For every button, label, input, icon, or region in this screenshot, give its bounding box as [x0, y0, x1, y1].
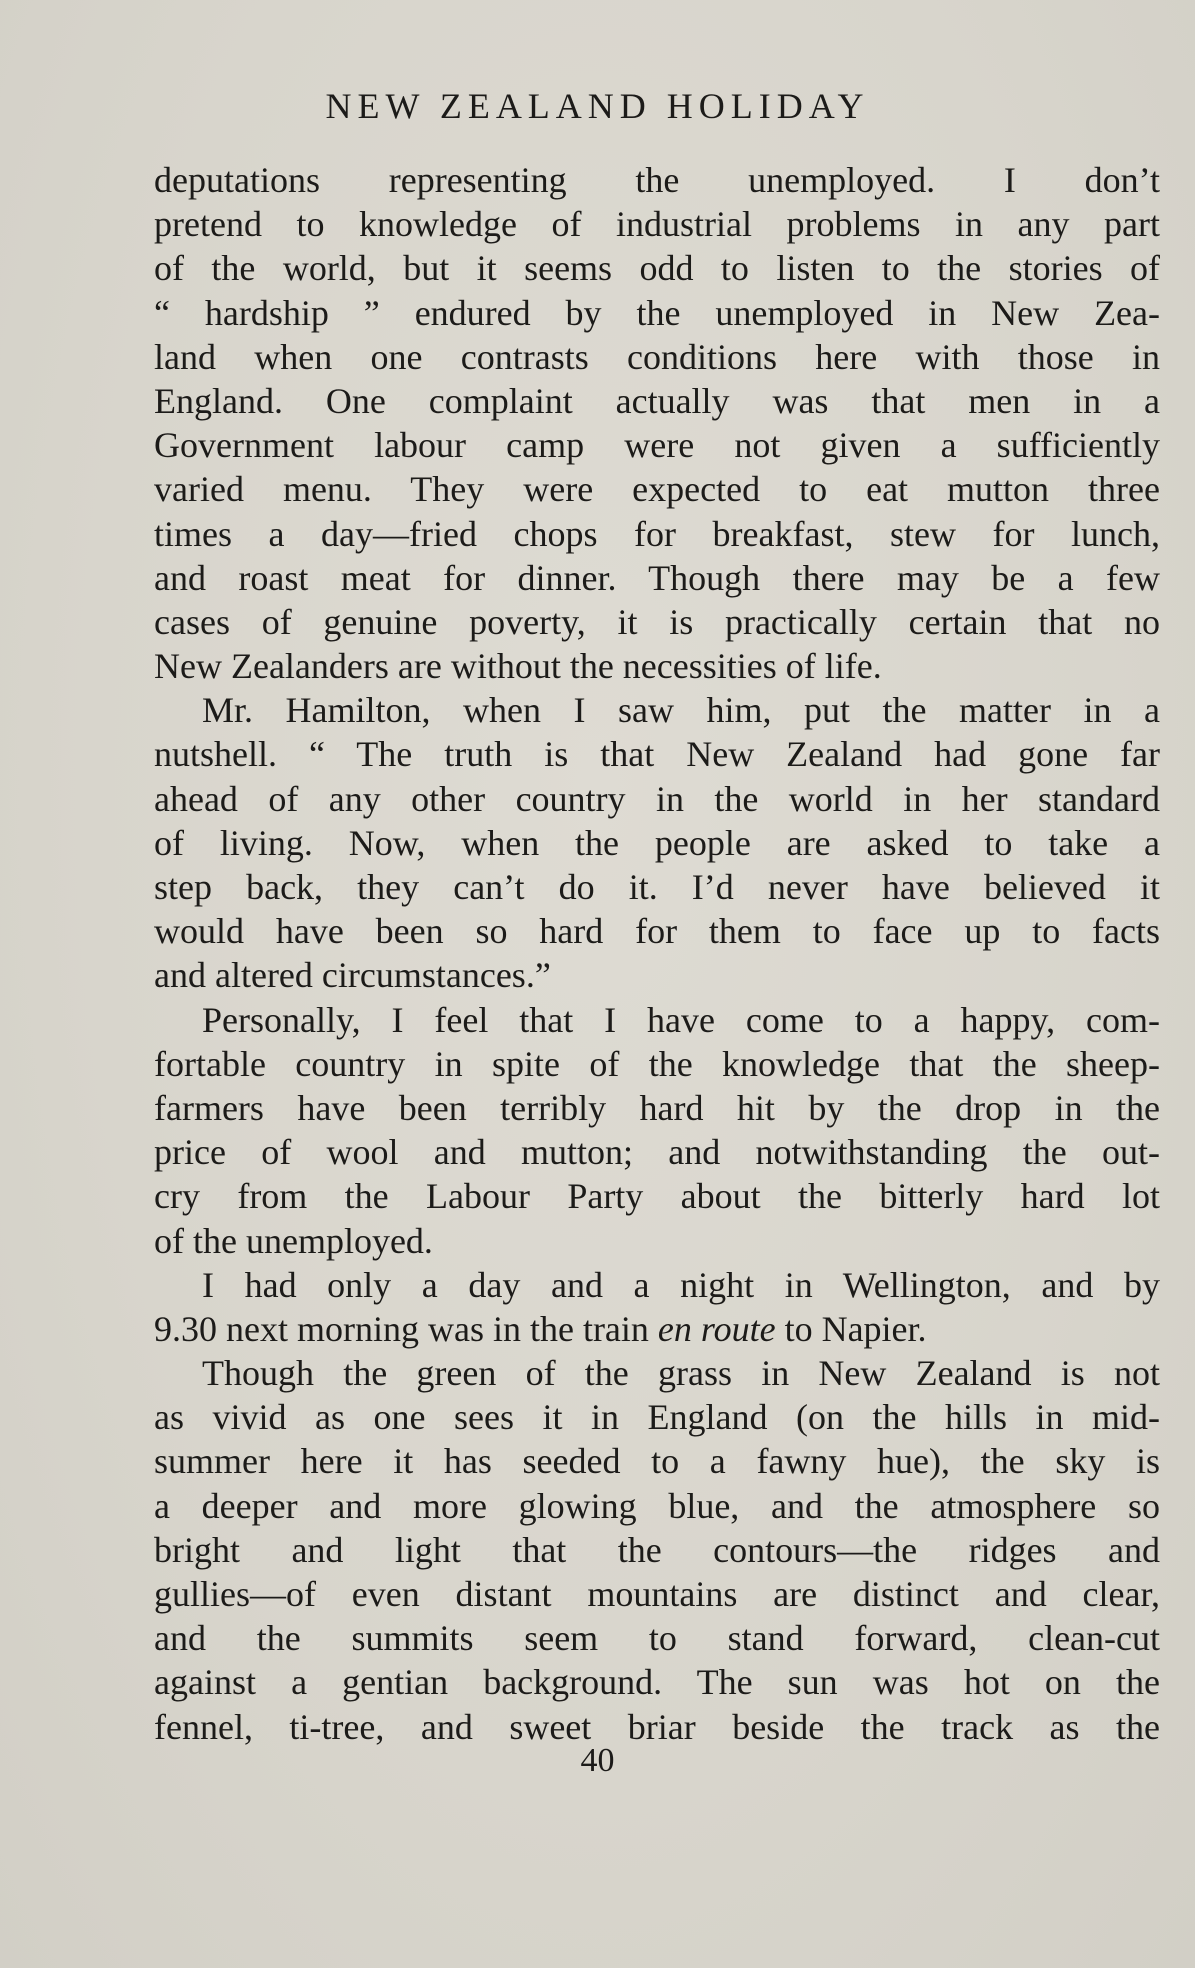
text-line: England. One complaint actually was that men in a — [154, 380, 1160, 421]
text-line: Mr. Hamilton, when I saw him, put the matter in a — [202, 690, 1160, 731]
text-line: as vivid as one sees it in England (on the hills in mid- — [154, 1397, 1160, 1438]
text-line: I had only a day and a night in Wellington, and by — [202, 1264, 1160, 1305]
text-line: against a gentian background. The sun was hot on the — [154, 1662, 1160, 1703]
paragraph — [154, 1351, 1160, 1749]
text-line: of the unemployed. — [154, 1220, 433, 1261]
text-line: price of wool and mutton; and notwithstanding the out- — [154, 1132, 1160, 1173]
text-line: cry from the Labour Party about the bitterly hard lot — [154, 1176, 1160, 1217]
text-line: gullies—of even distant mountains are distinct and clear, — [154, 1574, 1160, 1614]
text-line: and altered circumstances.” — [154, 955, 551, 996]
text-line: “ hardship ” endured by the unemployed in New Zea- — [154, 292, 1160, 333]
text-line: and the summits seem to stand forward, clean-cut — [154, 1618, 1160, 1659]
text-line: summer here it has seeded to a fawny hue), the sky is — [154, 1441, 1160, 1482]
text-line: ahead of any other country in the world in her standard — [154, 778, 1160, 819]
text-line: Government labour camp were not given a sufficiently — [154, 425, 1160, 466]
text-line: of living. Now, when the people are asked to take a — [154, 822, 1160, 863]
text-line: fortable country in spite of the knowledge that the sheep- — [154, 1043, 1160, 1084]
text-line: would have been so hard for them to face up to facts — [154, 911, 1160, 952]
text-line: New Zealanders are without the necessities of life. — [154, 646, 882, 687]
text-line: land when one contrasts conditions here with those in — [154, 336, 1160, 377]
text-line: Though the green of the grass in New Zealand is not — [202, 1353, 1160, 1394]
text-line: fennel, ti-tree, and sweet briar beside the track as the — [154, 1706, 1160, 1747]
text-line: and roast meat for dinner. Though there may be a few — [154, 557, 1160, 598]
text-line: step back, they can’t do it. I’d never have believed it — [154, 867, 1160, 907]
text-line: bright and light that the contours—the ridges and — [154, 1529, 1160, 1570]
page-number: 40 — [580, 1742, 615, 1779]
paragraph — [154, 1263, 1160, 1351]
text-line: nutshell. “ The truth is that New Zealand had gone far — [154, 734, 1160, 775]
paragraph — [154, 998, 1160, 1263]
paragraph — [154, 158, 1160, 688]
text-line: 9.30 next morning was in the train en route to Napier. — [154, 1308, 927, 1349]
running-head: NEW ZEALAND HOLIDAY — [325, 86, 870, 126]
italic-phrase: en route — [657, 1308, 776, 1349]
text-line: deputations representing the unemployed. I don’t — [154, 160, 1160, 200]
text-line: Personally, I feel that I have come to a happy, com- — [202, 999, 1160, 1040]
text-line: of the world, but it seems odd to listen to the stories of — [154, 248, 1160, 289]
body-text — [154, 158, 1160, 1749]
paragraph — [154, 688, 1160, 997]
text-line: farmers have been terribly hard hit by the drop in the — [154, 1087, 1160, 1128]
text-line: a deeper and more glowing blue, and the atmosphere so — [154, 1485, 1160, 1526]
text-line: cases of genuine poverty, it is practically certain that no — [154, 601, 1160, 642]
text-line: pretend to knowledge of industrial problems in any part — [154, 204, 1160, 245]
text-line: varied menu. They were expected to eat mutton three — [154, 469, 1160, 510]
text-line: times a day—fried chops for breakfast, stew for lunch, — [154, 513, 1160, 554]
